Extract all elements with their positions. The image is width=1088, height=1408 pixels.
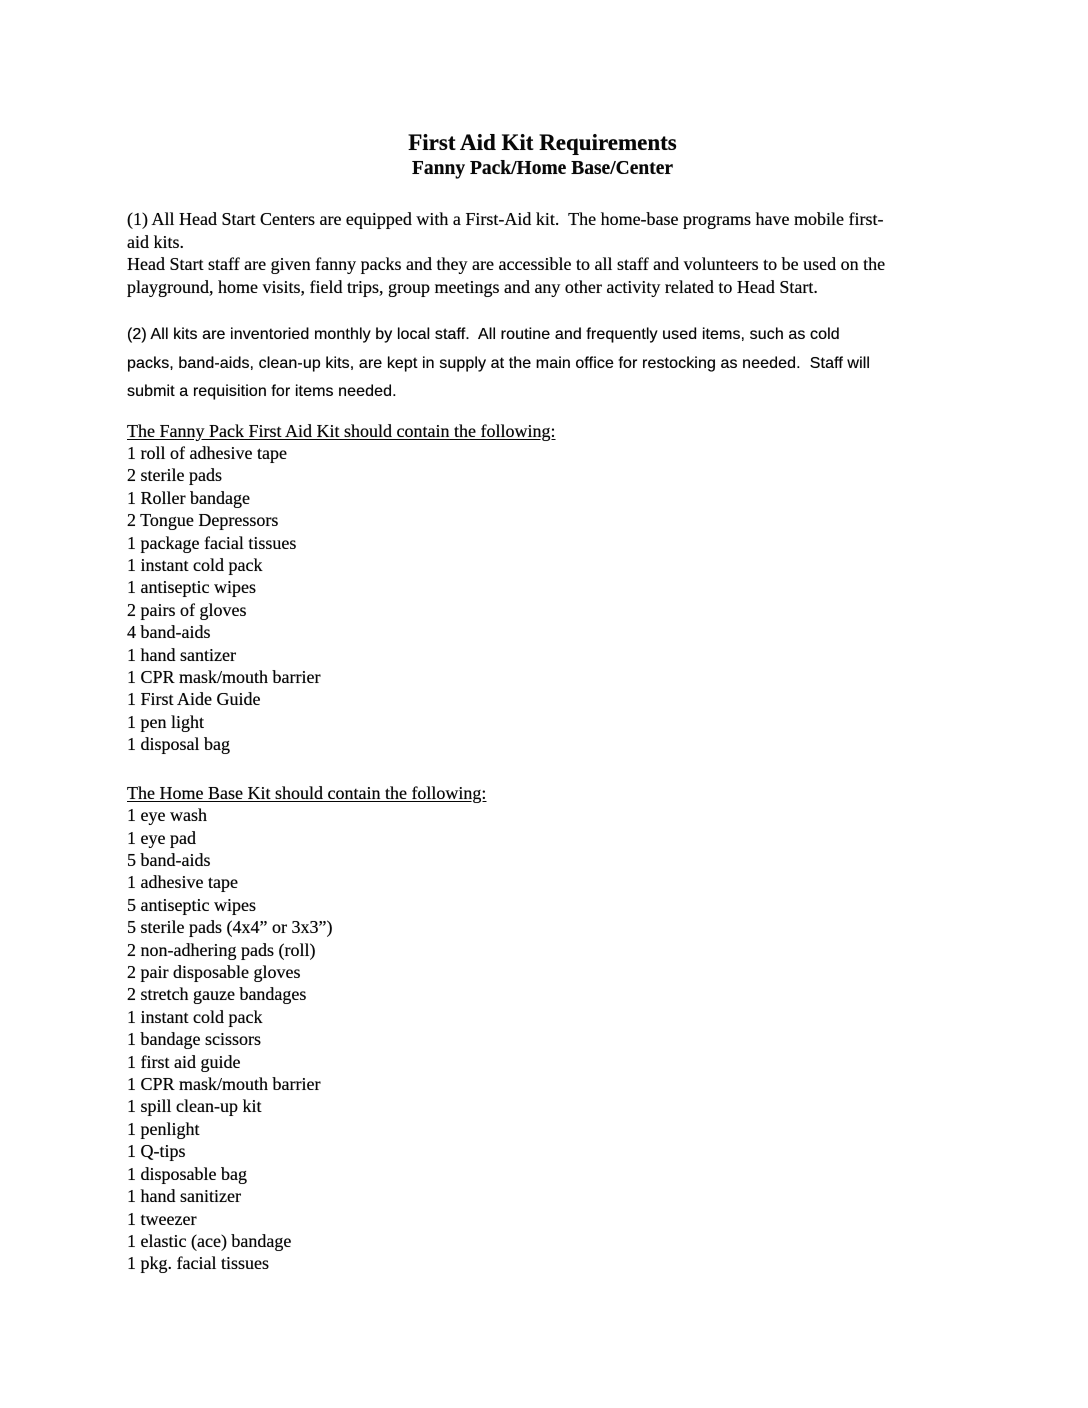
list-item: 1 adhesive tape bbox=[127, 872, 238, 893]
paragraph-line: Head Start staff are given fanny packs and they are accessible to all staff and volunteers to be used on the bbox=[127, 254, 886, 274]
list-item: 5 antiseptic wipes bbox=[127, 894, 256, 915]
list-item: 1 first aid guide bbox=[127, 1051, 241, 1072]
list-item: 1 CPR mask/mouth barrier bbox=[127, 1074, 321, 1095]
list-item: 1 eye wash bbox=[127, 805, 207, 826]
list-item: 1 hand santizer bbox=[127, 644, 236, 665]
list-item: 1 penlight bbox=[127, 1118, 200, 1139]
list-item: 4 band-aids bbox=[127, 622, 211, 643]
list-item: 2 pair disposable gloves bbox=[127, 962, 301, 983]
paragraph-line: aid kits. bbox=[127, 231, 184, 252]
list-item: 1 eye pad bbox=[127, 827, 196, 848]
fanny-pack-kit-heading: The Fanny Pack First Aid Kit should contain the following: bbox=[127, 420, 556, 441]
list-item: 1 Roller bandage bbox=[127, 487, 250, 508]
list-item: 1 elastic (ace) bandage bbox=[127, 1230, 292, 1251]
paragraph-line: packs, band-aids, clean-up kits, are kept in supply at the main office for restocking as needed. Staff will bbox=[127, 354, 871, 372]
list-item: 1 package facial tissues bbox=[127, 532, 297, 553]
paragraph-1 bbox=[127, 208, 958, 298]
list-item: 1 CPR mask/mouth barrier bbox=[127, 667, 321, 688]
list-item: 1 hand sanitizer bbox=[127, 1186, 241, 1207]
document-subtitle: Fanny Pack/Home Base/Center bbox=[411, 158, 674, 179]
list-item: 5 sterile pads (4x4” or 3x3”) bbox=[127, 917, 333, 938]
list-item: 1 bandage scissors bbox=[127, 1029, 261, 1050]
list-item: 1 roll of adhesive tape bbox=[127, 443, 287, 463]
list-item: 2 stretch gauze bandages bbox=[127, 984, 307, 1005]
document-title: First Aid Kit Requirements bbox=[408, 130, 677, 155]
home-base-kit-heading: The Home Base Kit should contain the following: bbox=[127, 782, 487, 803]
paragraph-line: (1) All Head Start Centers are equipped with a First-Aid kit. The home-base programs have mobile first- bbox=[127, 209, 884, 229]
list-item: 1 spill clean-up kit bbox=[127, 1096, 262, 1117]
list-item: 2 non-adhering pads (roll) bbox=[127, 939, 316, 960]
home-base-kit-list bbox=[127, 804, 958, 1275]
list-item: 1 pkg. facial tissues bbox=[127, 1253, 269, 1274]
paragraph-line: playground, home visits, field trips, group meetings and any other activity related to Head Start. bbox=[127, 276, 818, 297]
list-item: 1 Q-tips bbox=[127, 1141, 186, 1162]
list-item: 1 instant cold pack bbox=[127, 555, 263, 576]
list-item: 1 disposal bag bbox=[127, 734, 230, 755]
fanny-pack-kit-section bbox=[127, 420, 958, 756]
list-item: 1 instant cold pack bbox=[127, 1006, 263, 1027]
list-item: 1 tweezer bbox=[127, 1208, 197, 1229]
list-item: 5 band-aids bbox=[127, 850, 211, 870]
list-item: 2 pairs of gloves bbox=[127, 599, 247, 620]
list-item: 1 disposable bag bbox=[127, 1163, 247, 1184]
paragraph-line: (2) All kits are inventoried monthly by local staff. All routine and frequently used items, such as cold bbox=[127, 326, 840, 343]
list-item: 2 Tongue Depressors bbox=[127, 510, 279, 531]
list-item: 1 antiseptic wipes bbox=[127, 577, 256, 598]
list-item: 1 pen light bbox=[127, 711, 204, 732]
list-item: 1 First Aide Guide bbox=[127, 689, 261, 710]
fanny-pack-kit-list bbox=[127, 442, 958, 756]
home-base-kit-section bbox=[127, 782, 958, 1275]
list-item: 2 sterile pads bbox=[127, 465, 222, 486]
paragraph-line: submit a requisition for items needed. bbox=[127, 383, 397, 400]
paragraph-2 bbox=[127, 321, 958, 407]
